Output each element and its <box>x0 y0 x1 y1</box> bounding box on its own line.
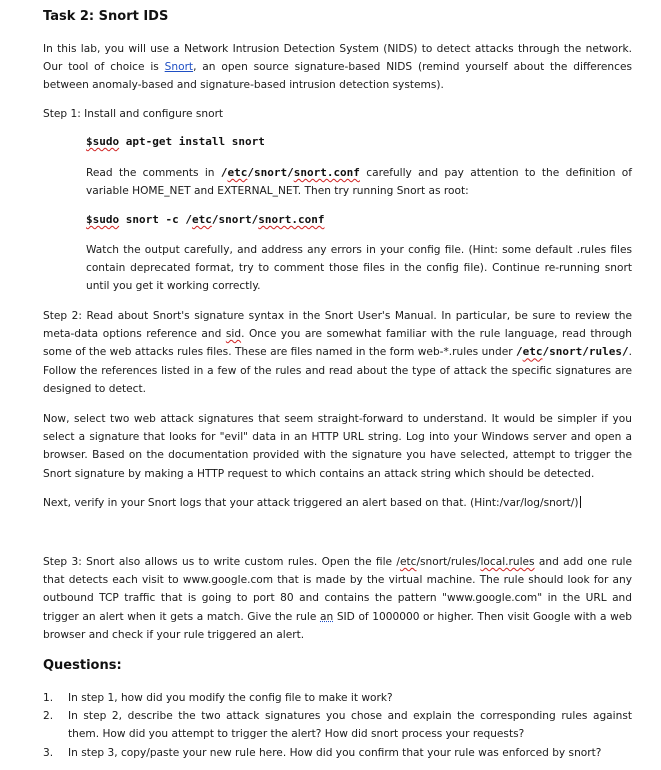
read-text-b: carefully and pay attention to the definition of variable HOME_NET and EXTERNAL_NET. Then try running Snort as root: <box>86 167 632 198</box>
questions-list <box>43 689 632 762</box>
question-item: 3. In step 3, copy/paste your new rule here. How did you confirm that your rule was enforced by snort? <box>43 746 602 759</box>
run-command: $sudo snort -c /etc/snort/snort.conf <box>86 213 325 226</box>
question-item: 1. In step 1, how did you modify the config file to make it work? <box>43 692 393 704</box>
step3-paragraph: Step 3: Snort also allows us to write custom rules. Open the file /etc/snort/rules/local.rules and add one rule that detects each visit to www.google.com that is made by the virtual machine. The rule should look for any outbound TCP traffic that is going to port 80 and contains the pattern "www.google.com" in the URL and trigger an alert when it gets a match. Give the rule an SID of 1000000 or higher. Then visit Google with a web browser and check if your rule triggered an alert. <box>43 556 633 641</box>
read-text-a: Read the comments in <box>86 167 221 179</box>
step2-paragraph: Step 2: Read about Snort's signature syntax in the Snort User's Manual. In particular, be sure to review the meta-data options reference and sid. Once you are somewhat familiar with the rule language, read through some of the web attacks rules files. These are files named in the form web-*.rules under /etc/snort/rules/. Follow the references listed in a few of the rules and read about the type of attack the specific signatures are designed to detect. <box>43 310 633 395</box>
snort-link[interactable]: Snort <box>164 61 194 74</box>
watch-output-paragraph: Watch the output carefully, and address any errors in your config file. (Hint: some default .rules files contain deprecated format, try to comment those files in the config file). Continue re-running snort until you get it working correctly. <box>86 244 632 293</box>
read-comments-paragraph <box>86 164 632 200</box>
questions-heading: Questions: <box>43 658 122 673</box>
intro-text-a: In this lab, you will use a Network Intrusion Detection System (NIDS) to detect attacks through the network. Our tool of choice is <box>43 43 632 74</box>
an-word: an <box>320 610 334 623</box>
now-select-paragraph: Now, select two web attack signatures that seem straight-forward to understand. It would be simpler if you select a signature that looks for "evil" data in an HTTP URL string. Log into your Windows server and open a browser. Based on the documentation provided with the signature you have selected, attempt to trigger the Snort signature by making a HTTP request to which contains an attack string which should be detected. <box>43 413 632 480</box>
conf-path: /etc/snort/snort.conf <box>220 166 360 179</box>
text-cursor <box>580 496 581 508</box>
rules-path: /etc/snort/rules/ <box>516 345 629 359</box>
next-verify-text: Next, verify in your Snort logs that your attack triggered an alert based on that. (Hint:/var/log/snort/) <box>43 497 579 509</box>
next-verify-paragraph <box>43 494 632 512</box>
intro-text-b: , an open source signature-based NIDS (remind yourself about the differences between anomaly-based and signature-based intrusion detection systems). <box>43 61 632 92</box>
cmd1-rest: apt-get install snort <box>119 135 265 148</box>
task-title: Task 2: Snort IDS <box>43 9 169 24</box>
sid-word: sid <box>225 328 242 341</box>
step1-label: Step 1: Install and configure snort <box>43 108 224 120</box>
question-item: 2. In step 2, describe the two attack signatures you chose and explain the corresponding rules against them. How did you attempt to trigger the alert? How did snort process your requests? <box>43 710 632 741</box>
install-command <box>86 135 265 148</box>
cmd1-sudo: $sudo <box>86 135 120 148</box>
intro-paragraph <box>43 40 632 95</box>
